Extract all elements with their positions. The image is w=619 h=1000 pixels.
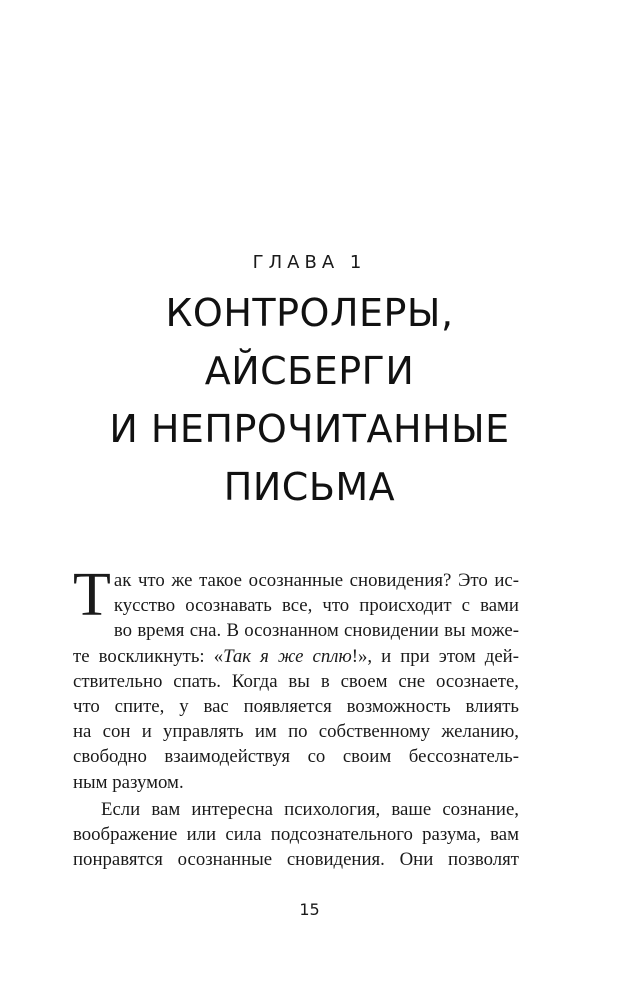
drop-cap: Т	[73, 561, 111, 629]
chapter-title-line: КОНТРОЛЕРЫ,	[165, 291, 454, 335]
text-line	[73, 644, 519, 669]
chapter-label: ГЛАВА 1	[252, 252, 367, 273]
page-number: 15	[299, 900, 320, 919]
chapter-title-line: И НЕПРОЧИТАННЫЕ	[109, 407, 510, 451]
text-line: на сон и управлять им по собственному желанию,	[73, 721, 519, 743]
text-line: понравятся осознанные сновидения. Они позволят	[73, 849, 519, 871]
chapter-title	[0, 284, 619, 516]
text-line: ствительно спать. Когда вы в своем сне осознаете,	[73, 670, 519, 692]
paragraph	[73, 797, 519, 873]
emphasis-text: Так я же сплю	[223, 645, 352, 667]
chapter-title-line: ПИСЬМА	[223, 465, 396, 509]
text-line: воображение или сила подсознательного разума, вам	[73, 824, 519, 846]
text-line: свободно взаимодействуя со своим бессознатель-	[73, 746, 519, 768]
paragraph	[73, 561, 519, 795]
text-line: Если вам интересна психология, ваше сознание,	[101, 798, 519, 820]
text-segment: !», и при этом дей-	[351, 645, 519, 667]
text-line: ным разумом.	[73, 771, 184, 793]
text-line: кусство осознавать все, что происходит с вами	[113, 595, 519, 617]
chapter-title-line: АЙСБЕРГИ	[204, 349, 415, 393]
text-segment: те воскликнуть: «	[73, 645, 224, 667]
body-text	[73, 561, 519, 872]
text-line: ак что же такое осознанные сновидения? Это ис-	[113, 570, 519, 591]
text-line: что спите, у вас появляется возможность влиять	[73, 696, 519, 718]
text-line: во время сна. В осознанном сновидении вы може-	[113, 620, 519, 642]
